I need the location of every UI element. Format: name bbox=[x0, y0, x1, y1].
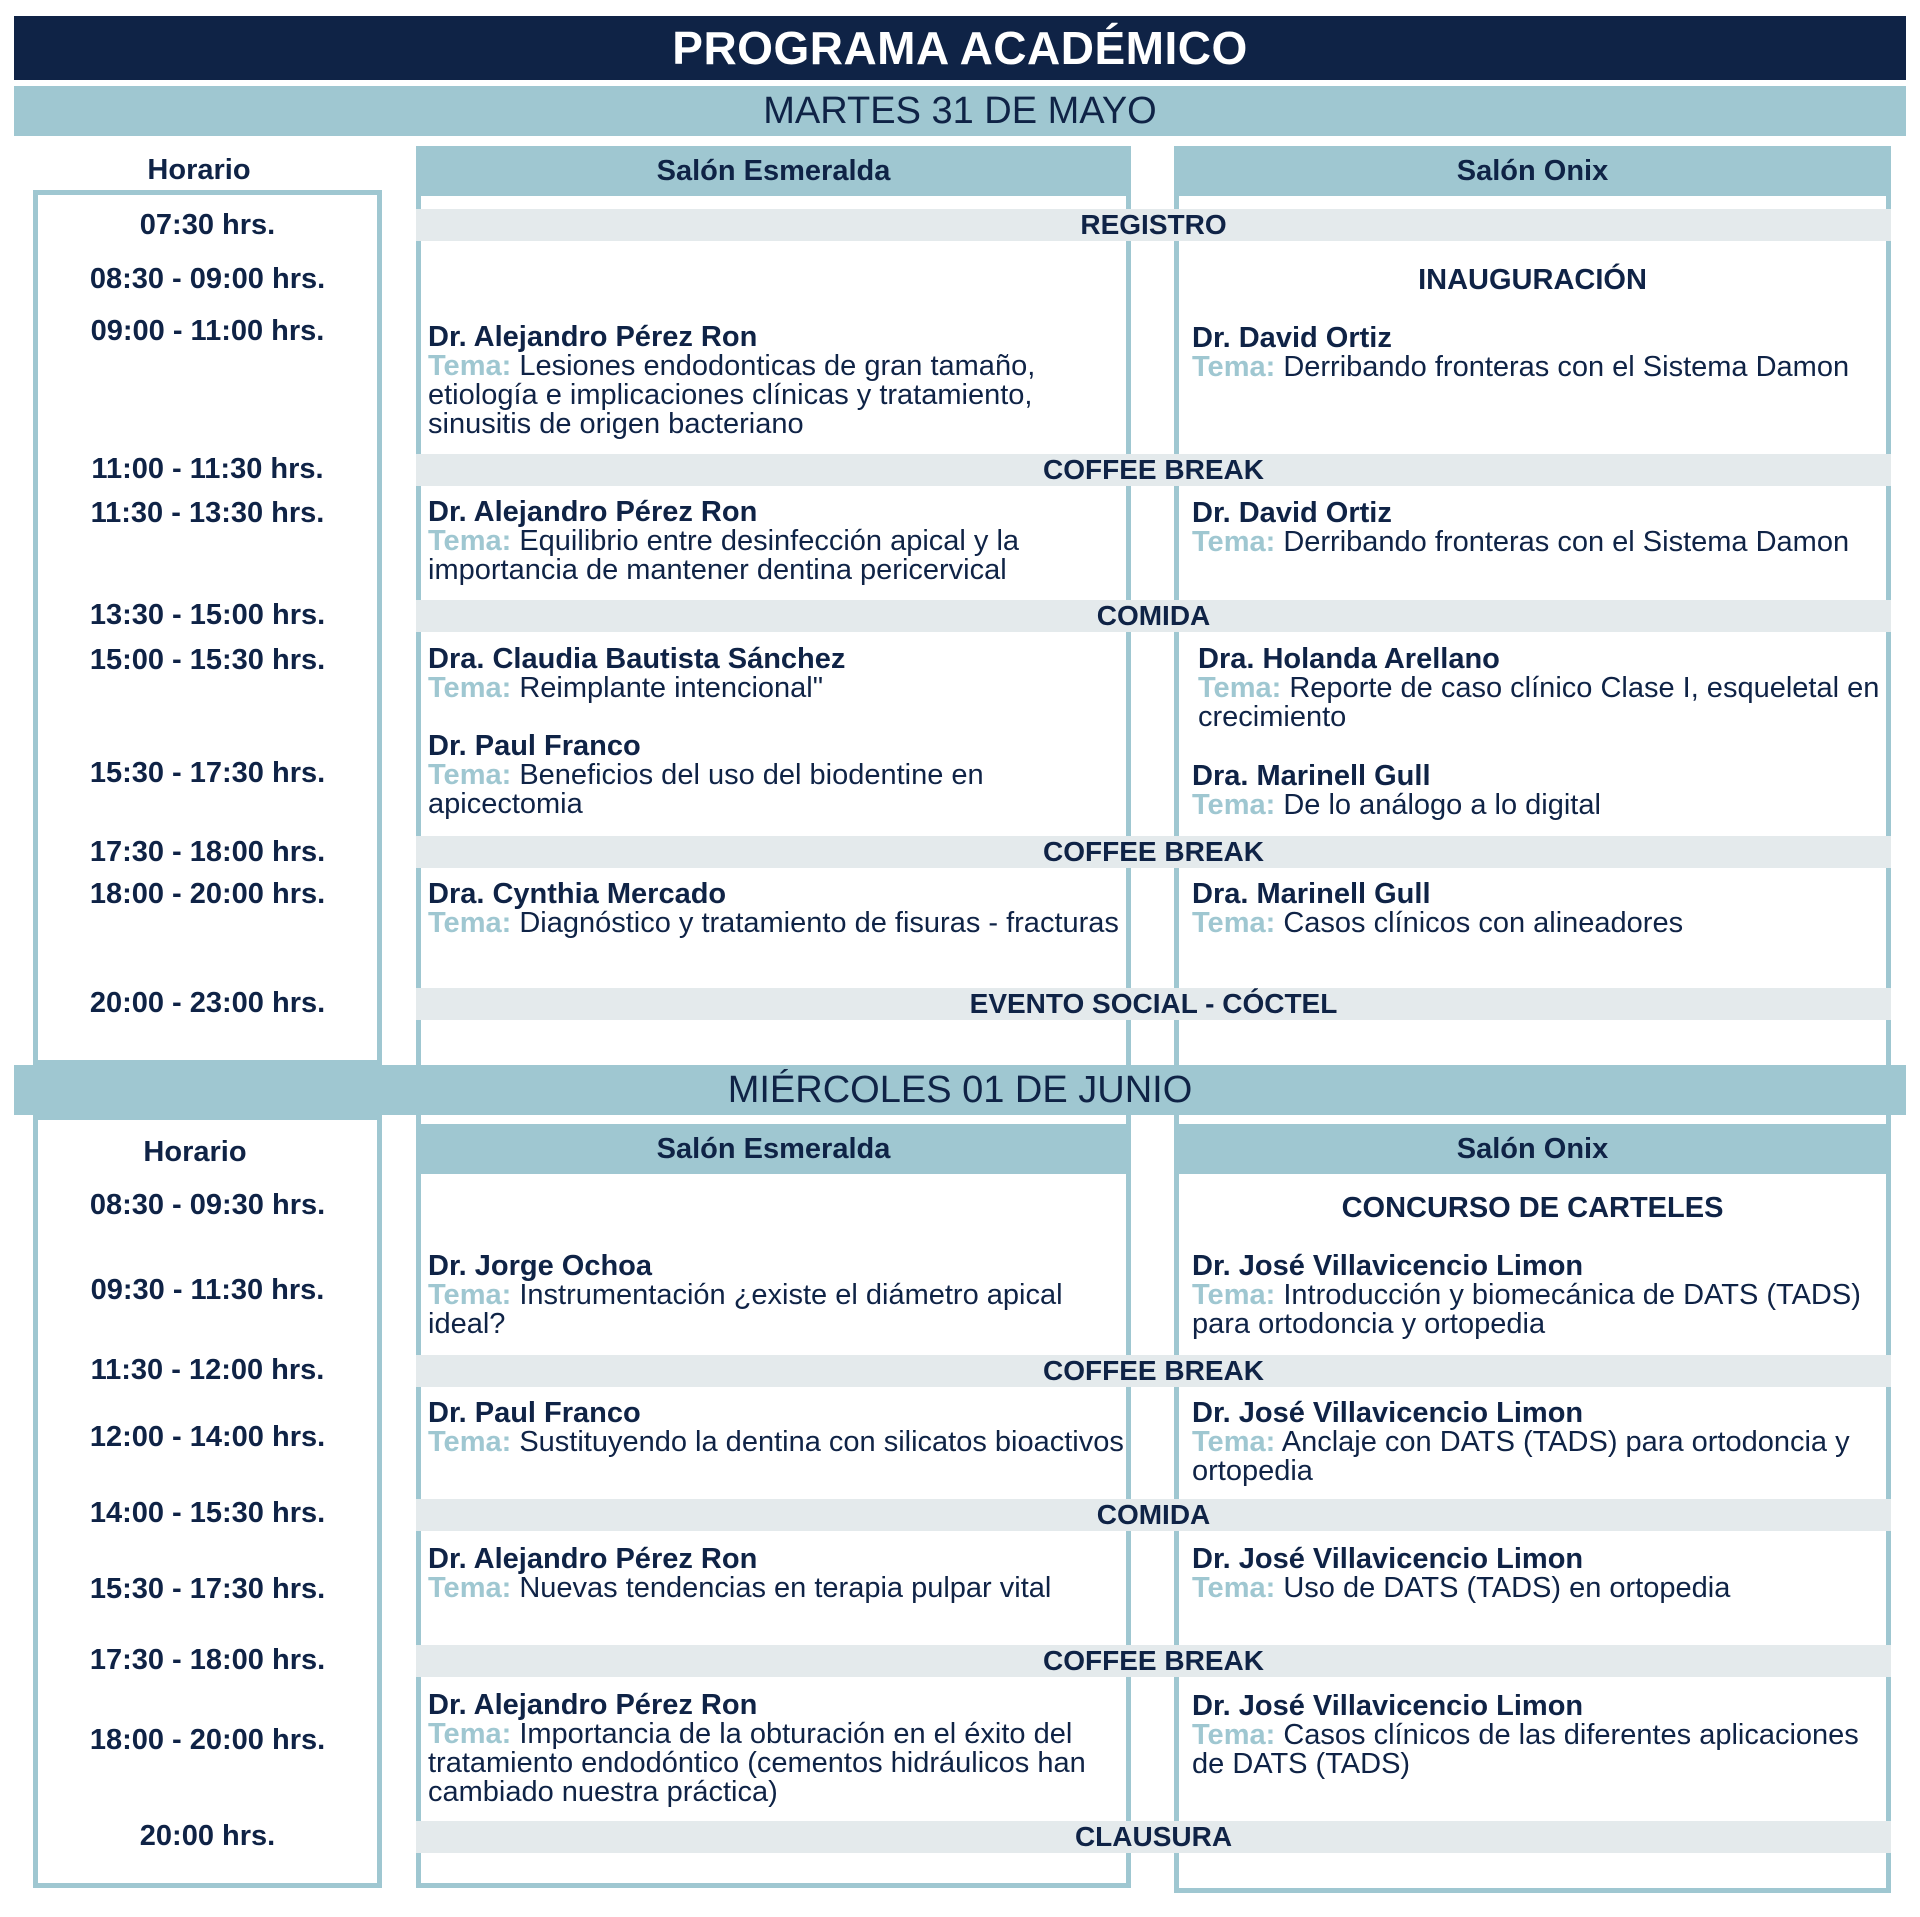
session-card bbox=[1192, 324, 1884, 382]
day1-room-esmeralda: Salón Esmeralda bbox=[416, 146, 1131, 196]
tema-label: Tema: bbox=[1192, 789, 1276, 821]
session-topic: Casos clínicos de las diferentes aplicaciones de DATS (TADS) bbox=[1192, 1719, 1859, 1780]
time-slot: 11:00 - 11:30 hrs. bbox=[91, 453, 324, 485]
tema-label: Tema: bbox=[428, 1279, 512, 1311]
session-topic: Casos clínicos con alineadores bbox=[1283, 907, 1684, 939]
speaker-name: Dra. Marinell Gull bbox=[1192, 760, 1431, 792]
page-title: PROGRAMA ACADÉMICO bbox=[14, 16, 1906, 80]
day1-inauguracion: INAUGURACIÓN bbox=[1418, 264, 1647, 296]
session-topic: Reporte de caso clínico Clase I, esqueletal en crecimiento bbox=[1198, 672, 1880, 733]
time-slot: 17:30 - 18:00 hrs. bbox=[89, 836, 326, 868]
speaker-name: Dra. Cynthia Mercado bbox=[428, 878, 727, 910]
session-card bbox=[428, 645, 1128, 703]
session-card bbox=[1192, 499, 1884, 557]
session-card bbox=[428, 498, 1128, 585]
session-topic: Introducción y biomecánica de DATS (TADS) para ortodoncia y ortopedia bbox=[1192, 1279, 1861, 1340]
session-topic: Beneficios del uso del biodentine en apicectomia bbox=[428, 759, 984, 820]
session-card bbox=[428, 732, 1128, 819]
session-topic: Diagnóstico y tratamiento de fisuras - fracturas bbox=[519, 907, 1119, 939]
speaker-name: Dr. David Ortiz bbox=[1192, 322, 1392, 354]
time-slot: 11:30 - 13:30 hrs. bbox=[90, 497, 325, 529]
session-card bbox=[428, 1399, 1128, 1457]
speaker-name: Dr. José Villavicencio Limon bbox=[1192, 1690, 1584, 1722]
session-topic: Reimplante intencional" bbox=[519, 672, 824, 704]
tema-label: Tema: bbox=[428, 1426, 512, 1458]
tema-label: Tema: bbox=[428, 525, 512, 557]
day1-horario-header: Horario bbox=[147, 154, 251, 186]
speaker-name: Dr. Jorge Ochoa bbox=[428, 1250, 653, 1282]
day1-date-bar: MARTES 31 DE MAYO bbox=[14, 86, 1906, 136]
time-slot: 20:00 hrs. bbox=[139, 1820, 276, 1852]
band-coffee-break: COFFEE BREAK bbox=[416, 1645, 1891, 1677]
band-coffee-break: COFFEE BREAK bbox=[416, 836, 1891, 868]
time-slot: 09:30 - 11:30 hrs. bbox=[90, 1274, 325, 1306]
time-slot: 15:30 - 17:30 hrs. bbox=[89, 757, 326, 789]
session-card bbox=[1198, 645, 1884, 732]
session-topic: Uso de DATS (TADS) en ortopedia bbox=[1283, 1572, 1731, 1604]
speaker-name: Dr. José Villavicencio Limon bbox=[1192, 1250, 1584, 1282]
day2-date-bar: MIÉRCOLES 01 DE JUNIO bbox=[14, 1065, 1906, 1115]
speaker-name: Dr. José Villavicencio Limon bbox=[1192, 1397, 1584, 1429]
time-slot: 18:00 - 20:00 hrs. bbox=[89, 878, 326, 910]
band-comida: COMIDA bbox=[416, 600, 1891, 632]
speaker-name: Dra. Marinell Gull bbox=[1192, 878, 1431, 910]
tema-label: Tema: bbox=[428, 1572, 512, 1604]
tema-label: Tema: bbox=[1192, 1279, 1276, 1311]
tema-label: Tema: bbox=[1192, 1572, 1276, 1604]
time-slot: 18:00 - 20:00 hrs. bbox=[89, 1724, 326, 1756]
speaker-name: Dr. Paul Franco bbox=[428, 730, 641, 762]
tema-label: Tema: bbox=[1198, 672, 1282, 704]
session-card bbox=[428, 323, 1128, 439]
session-topic: Nuevas tendencias en terapia pulpar vital bbox=[519, 1572, 1052, 1604]
band-registro: REGISTRO bbox=[416, 209, 1891, 241]
session-card bbox=[1192, 880, 1884, 938]
day2-concurso-carteles: CONCURSO DE CARTELES bbox=[1341, 1192, 1724, 1224]
tema-label: Tema: bbox=[428, 1718, 512, 1750]
session-card bbox=[1192, 762, 1884, 820]
tema-label: Tema: bbox=[1192, 1426, 1276, 1458]
session-card bbox=[428, 1545, 1128, 1603]
time-slot: 11:30 - 12:00 hrs. bbox=[90, 1354, 325, 1386]
session-topic: Equilibrio entre desinfección apical y la importancia de mantener dentina pericervical bbox=[428, 525, 1020, 586]
band-coffee-break: COFFEE BREAK bbox=[416, 1355, 1891, 1387]
tema-label: Tema: bbox=[428, 350, 512, 382]
band-evento-social: EVENTO SOCIAL - CÓCTEL bbox=[416, 988, 1891, 1020]
day2-room-esmeralda: Salón Esmeralda bbox=[416, 1124, 1131, 1174]
tema-label: Tema: bbox=[1192, 907, 1276, 939]
time-slot: 20:00 - 23:00 hrs. bbox=[89, 987, 326, 1019]
session-topic: Instrumentación ¿existe el diámetro apical ideal? bbox=[428, 1279, 1063, 1340]
tema-label: Tema: bbox=[428, 672, 512, 704]
session-topic: De lo análogo a lo digital bbox=[1283, 789, 1601, 821]
time-slot: 12:00 - 14:00 hrs. bbox=[89, 1421, 326, 1453]
band-clausura: CLAUSURA bbox=[416, 1821, 1891, 1853]
time-slot: 07:30 hrs. bbox=[139, 209, 276, 241]
speaker-name: Dra. Holanda Arellano bbox=[1198, 643, 1500, 675]
session-card bbox=[428, 1691, 1128, 1807]
session-topic: Derribando fronteras con el Sistema Damon bbox=[1283, 526, 1850, 558]
speaker-name: Dr. Alejandro Pérez Ron bbox=[428, 1689, 758, 1721]
band-coffee-break: COFFEE BREAK bbox=[416, 454, 1891, 486]
day2-room-onix: Salón Onix bbox=[1174, 1124, 1891, 1174]
speaker-name: Dr. Paul Franco bbox=[428, 1397, 641, 1429]
session-card bbox=[1192, 1692, 1884, 1779]
day1-room-onix: Salón Onix bbox=[1174, 146, 1891, 196]
time-slot: 15:00 - 15:30 hrs. bbox=[89, 644, 326, 676]
speaker-name: Dra. Claudia Bautista Sánchez bbox=[428, 643, 846, 675]
day2-horario-header: Horario bbox=[40, 1132, 350, 1172]
session-card bbox=[1192, 1399, 1884, 1486]
time-slot: 14:00 - 15:30 hrs. bbox=[89, 1497, 326, 1529]
time-slot: 17:30 - 18:00 hrs. bbox=[89, 1644, 326, 1676]
tema-label: Tema: bbox=[428, 759, 512, 791]
tema-label: Tema: bbox=[1192, 1719, 1276, 1751]
speaker-name: Dr. David Ortiz bbox=[1192, 497, 1392, 529]
tema-label: Tema: bbox=[1192, 351, 1276, 383]
session-topic: Lesiones endodonticas de gran tamaño, etiología e implicaciones clínicas y tratamiento, sinusitis de origen bacteriano bbox=[428, 350, 1036, 440]
time-slot: 08:30 - 09:00 hrs. bbox=[89, 263, 326, 295]
session-topic: Anclaje con DATS (TADS) para ortodoncia y ortopedia bbox=[1192, 1426, 1850, 1487]
session-card bbox=[1192, 1252, 1884, 1339]
band-comida: COMIDA bbox=[416, 1499, 1891, 1531]
speaker-name: Dr. José Villavicencio Limon bbox=[1192, 1543, 1584, 1575]
session-topic: Importancia de la obturación en el éxito del tratamiento endodóntico (cementos hidráulicos han cambiado nuestra práctica) bbox=[428, 1718, 1086, 1808]
tema-label: Tema: bbox=[1192, 526, 1276, 558]
time-slot: 08:30 - 09:30 hrs. bbox=[89, 1189, 326, 1221]
session-topic: Sustituyendo la dentina con silicatos bioactivos bbox=[519, 1426, 1124, 1458]
speaker-name: Dr. Alejandro Pérez Ron bbox=[428, 496, 758, 528]
time-slot: 15:30 - 17:30 hrs. bbox=[89, 1573, 326, 1605]
session-card bbox=[1192, 1545, 1884, 1603]
time-slot: 09:00 - 11:00 hrs. bbox=[90, 315, 325, 347]
session-topic: Derribando fronteras con el Sistema Damon bbox=[1283, 351, 1850, 383]
speaker-name: Dr. Alejandro Pérez Ron bbox=[428, 1543, 758, 1575]
tema-label: Tema: bbox=[428, 907, 512, 939]
session-card bbox=[428, 1252, 1128, 1339]
session-card bbox=[428, 880, 1128, 938]
time-slot: 13:30 - 15:00 hrs. bbox=[89, 599, 326, 631]
speaker-name: Dr. Alejandro Pérez Ron bbox=[428, 321, 758, 353]
